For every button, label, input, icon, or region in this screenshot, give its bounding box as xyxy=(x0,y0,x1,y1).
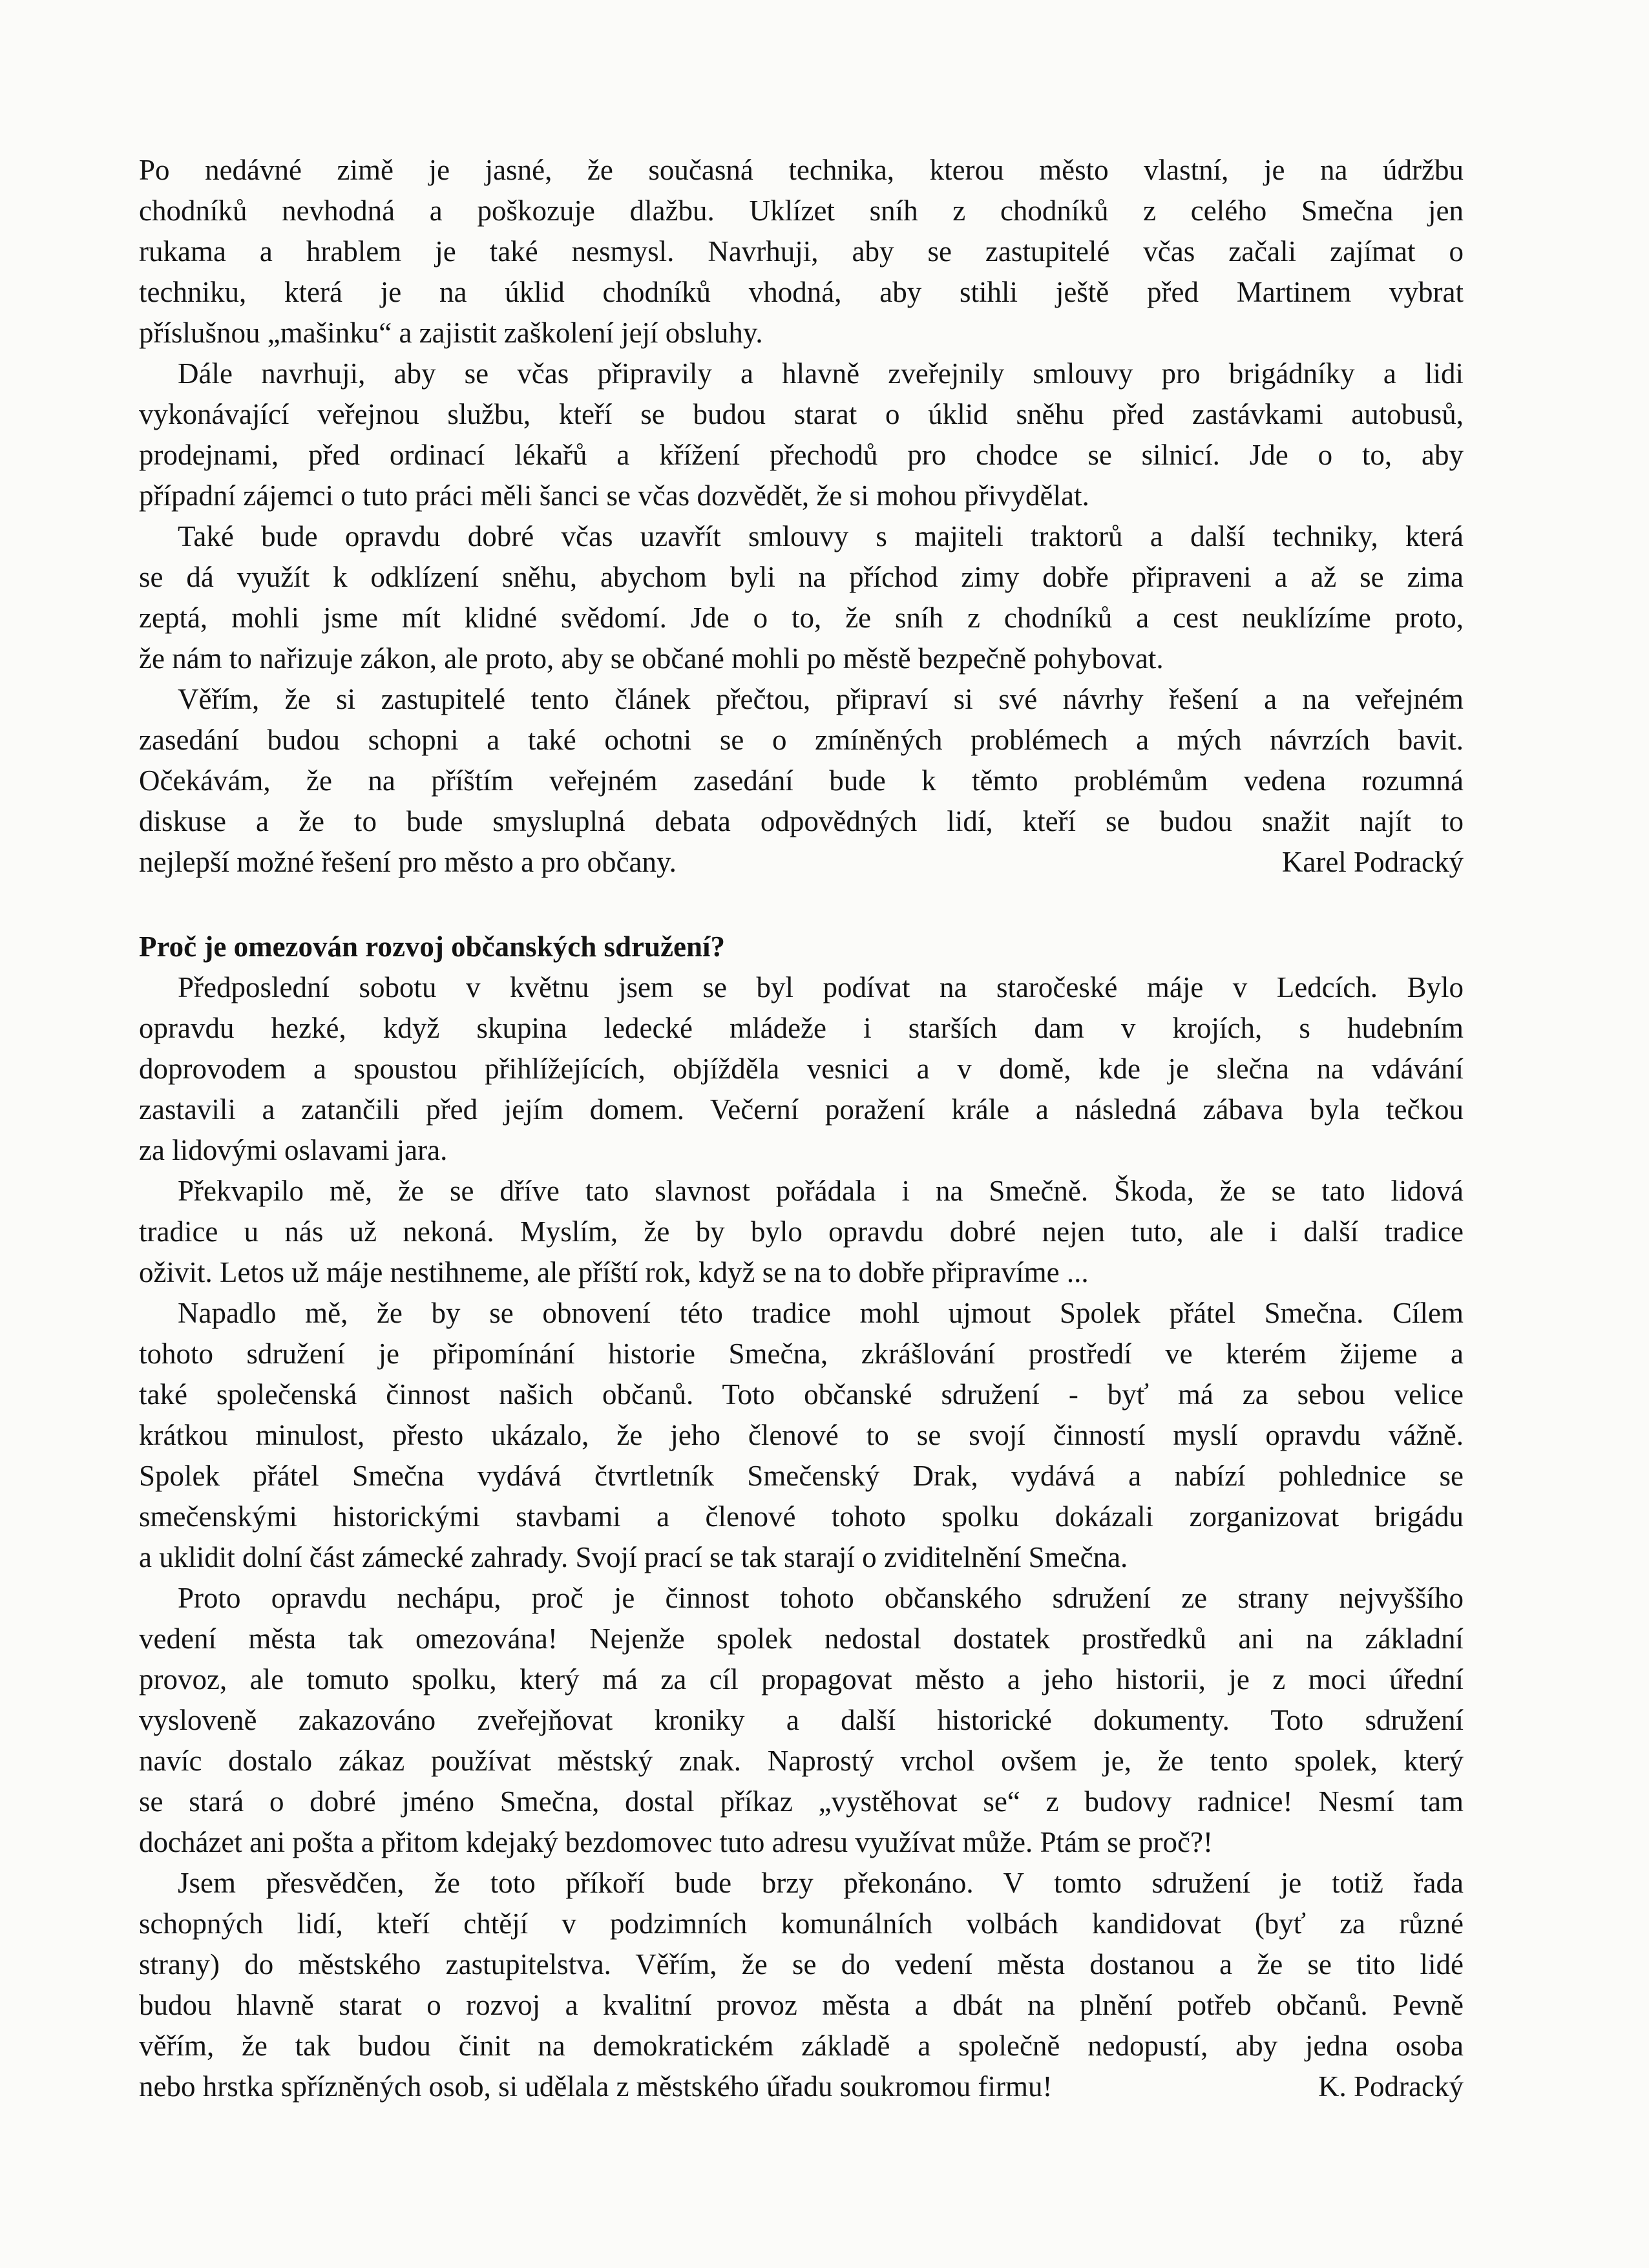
author-signature: K. Podracký xyxy=(1318,2070,1464,2103)
text-line: se stará o dobré jméno Smečna, dostal příkaz „vystěhovat se“ z budovy radnice! Nesmí tam xyxy=(139,1785,1464,1818)
text-line: že nám to nařizuje zákon, ale proto, aby se občané mohli po městě bezpečně pohybovat. xyxy=(139,642,1164,675)
text-line: zeptá, mohli jsme mít klidné svědomí. Jde o to, že sníh z chodníků a cest neuklízíme proto, xyxy=(139,602,1464,634)
text-line: Spolek přátel Smečna vydává čtvrtletník Smečenský Drak, vydává a nabízí pohlednice se xyxy=(139,1460,1464,1492)
text-line: strany) do městského zastupitelstva. Věřím, že se do vedení města dostanou a že se tito lidé xyxy=(139,1948,1464,1980)
text-line: oživit. Letos už máje nestihneme, ale příští rok, když se na to dobře připravíme ... xyxy=(139,1256,1089,1288)
text-line: vedení města tak omezována! Nejenže spolek nedostal dostatek prostředků ani na základní xyxy=(139,1622,1464,1655)
paragraph xyxy=(139,1171,1464,1293)
text-line: také společenská činnost našich občanů. Toto občanské sdružení - byť má za sebou velice xyxy=(139,1378,1464,1411)
text-line: doprovodem a spoustou přihlížejících, objížděla vesnici a v domě, kde je slečna na vdávání xyxy=(139,1053,1464,1085)
text-line: smečenskými historickými stavbami a členové tohoto spolku dokázali zorganizovat brigádu xyxy=(139,1500,1464,1533)
author-signature: Karel Podracký xyxy=(1281,846,1464,878)
text-line: schopných lidí, kteří chtějí v podzimních komunálních volbách kandidovat (byť za různé xyxy=(139,1907,1464,1940)
text-line: Očekávám, že na příštím veřejném zasedání bude k těmto problémům vedena rozumná xyxy=(139,764,1464,797)
text-line: provoz, ale tomuto spolku, který má za cíl propagovat město a jeho historii, je z moci úřední xyxy=(139,1663,1464,1696)
text-line: Proto opravdu nechápu, proč je činnost tohoto občanského sdružení ze strany nejvyššího xyxy=(178,1582,1464,1614)
text-line: Jsem přesvědčen, že toto příkoří bude brzy překonáno. V tomto sdružení je totiž řada xyxy=(178,1867,1464,1899)
text-line: Po nedávné zimě je jasné, že současná technika, kterou město vlastní, je na údržbu xyxy=(139,154,1464,186)
text-line: krátkou minulost, přesto ukázalo, že jeho členové to se svojí činností myslí opravdu vážně. xyxy=(139,1419,1464,1451)
paragraph xyxy=(139,353,1464,516)
paragraph xyxy=(139,1863,1464,2107)
text-line: Překvapilo mě, že se dříve tato slavnost pořádala i na Smečně. Škoda, že se tato lidová xyxy=(178,1175,1464,1207)
text-line: Napadlo mě, že by se obnovení této tradice mohl ujmout Spolek přátel Smečna. Cílem xyxy=(178,1297,1464,1329)
text-line-with-signature xyxy=(139,842,1464,883)
text-line: věřím, že tak budou činit na demokratickém základě a společně nedopustí, aby jedna osoba xyxy=(139,2030,1464,2062)
text-line: a uklidit dolní část zámecké zahrady. Svojí prací se tak starají o zviditelnění Smečna. xyxy=(139,1541,1128,1573)
text-line: nebo hrstka spřízněných osob, si udělala z městského úřadu soukromou firmu! xyxy=(139,2070,1053,2103)
text-line: zasedání budou schopni a také ochotni se o zmíněných problémech a mých návrzích bavit. xyxy=(139,724,1464,756)
text-line: tohoto sdružení je připomínání historie Smečna, zkrášlování prostředí ve kterém žijeme a xyxy=(139,1338,1464,1370)
text-line: Věřím, že si zastupitelé tento článek přečtou, připraví si své návrhy řešení a na veřejném xyxy=(178,683,1464,715)
text-line: budou hlavně starat o rozvoj a kvalitní provoz města a dbát na plnění potřeb občanů. Pevně xyxy=(139,1989,1464,2021)
text-line: navíc dostalo zákaz používat městský znak. Naprostý vrchol ovšem je, že tento spolek, který xyxy=(139,1745,1464,1777)
article-heading: Proč je omezován rozvoj občanských sdružení? xyxy=(139,930,725,963)
text-line: Předposlední sobotu v květnu jsem se byl podívat na staročeské máje v Ledcích. Bylo xyxy=(178,971,1464,1003)
text-line: chodníků nevhodná a poškozuje dlažbu. Uklízet sníh z chodníků z celého Smečna jen xyxy=(139,194,1464,227)
text-line: za lidovými oslavami jara. xyxy=(139,1134,448,1166)
paragraph xyxy=(139,150,1464,353)
text-line: opravdu hezké, když skupina ledecké mládeže i starších dam v krojích, s hudebním xyxy=(139,1012,1464,1044)
text-line: Také bude opravdu dobré včas uzavřít smlouvy s majiteli traktorů a další techniky, která xyxy=(178,520,1464,552)
paragraph xyxy=(139,516,1464,679)
text-line: rukama a hrablem je také nesmysl. Navrhuji, aby se zastupitelé včas začali zajímat o xyxy=(139,235,1464,268)
text-line: prodejnami, před ordinací lékařů a křížení přechodů pro chodce se silnicí. Jde o to, aby xyxy=(139,439,1464,471)
text-line: diskuse a že to bude smysluplná debata odpovědných lidí, kteří se budou snažit najít to xyxy=(139,805,1464,837)
document-page xyxy=(139,150,1464,2107)
paragraph xyxy=(139,1578,1464,1863)
paragraph xyxy=(139,1293,1464,1578)
text-line: zastavili a zatančili před jejím domem. Večerní poražení krále a následná zábava byla tečkou xyxy=(139,1093,1464,1126)
text-line: vykonávající veřejnou službu, kteří se budou starat o úklid sněhu před zastávkami autobusů, xyxy=(139,398,1464,430)
paragraph xyxy=(139,967,1464,1171)
text-line: příslušnou „mašinku“ a zajistit zaškolení její obsluhy. xyxy=(139,317,763,349)
text-line: Dále navrhuji, aby se včas připravily a hlavně zveřejnily smlouvy pro brigádníky a lidi xyxy=(178,357,1464,390)
text-line: tradice u nás už nekoná. Myslím, že by bylo opravdu dobré nejen tuto, ale i další tradice xyxy=(139,1215,1464,1248)
paragraph xyxy=(139,679,1464,883)
text-line: techniku, která je na úklid chodníků vhodná, aby stihli ještě před Martinem vybrat xyxy=(139,276,1464,308)
text-line: se dá využít k odklízení sněhu, abychom byli na příchod zimy dobře připraveni a až se zima xyxy=(139,561,1464,593)
text-line: docházet ani pošta a přitom kdejaký bezdomovec tuto adresu využívat může. Ptám se proč?! xyxy=(139,1826,1213,1858)
text-line-with-signature xyxy=(139,2066,1464,2107)
text-line: vysloveně zakazováno zveřejňovat kroniky a další historické dokumenty. Toto sdružení xyxy=(139,1704,1464,1736)
text-line: nejlepší možné řešení pro město a pro občany. xyxy=(139,846,677,878)
article-civic-associations xyxy=(139,927,1464,2107)
text-line: případní zájemci o tuto práci měli šanci se včas dozvědět, že si mohou přivydělat. xyxy=(139,479,1089,512)
article-snow-removal xyxy=(139,150,1464,883)
